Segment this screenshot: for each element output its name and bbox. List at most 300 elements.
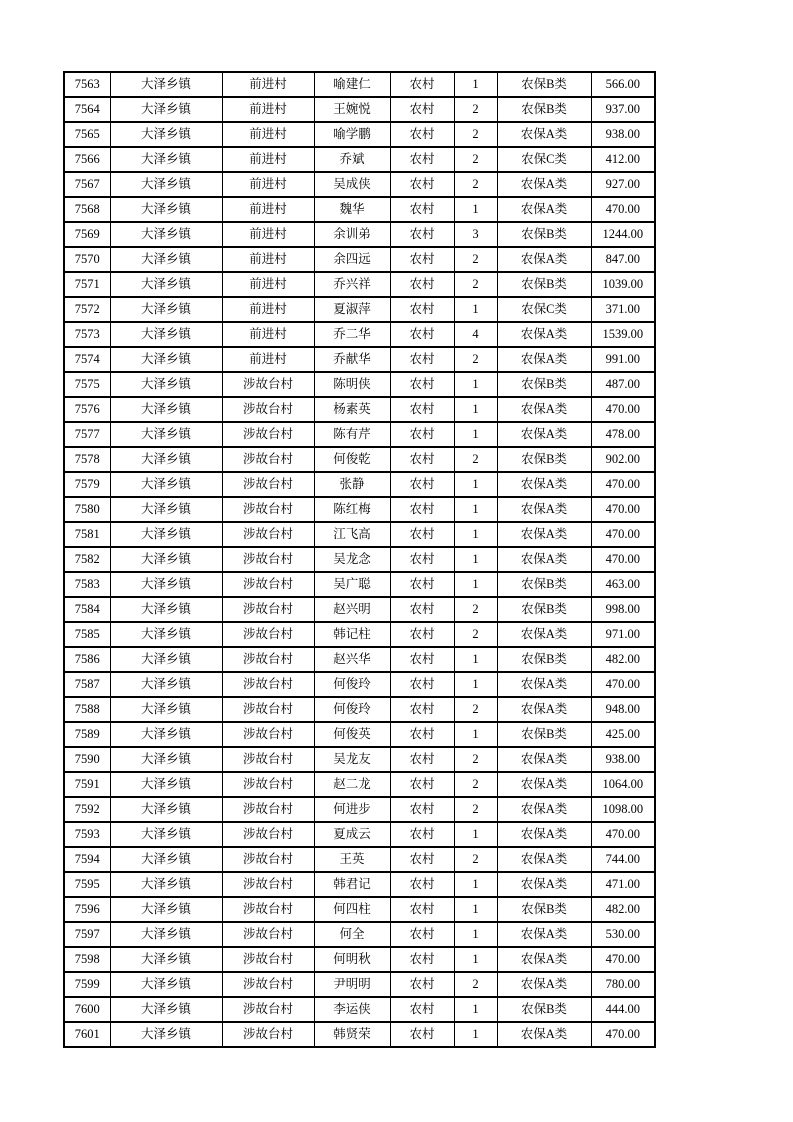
table-row: [64, 972, 655, 997]
cell-insurance: 农保A类: [497, 247, 591, 272]
cell-count: 1: [454, 897, 497, 922]
cell-id: 7580: [64, 497, 110, 522]
table-row: [64, 747, 655, 772]
cell-town: 大泽乡镇: [110, 222, 222, 247]
table-row: [64, 622, 655, 647]
cell-count: 1: [454, 1022, 497, 1047]
cell-village: 涉故台村: [222, 447, 314, 472]
cell-name: 吴成侠: [314, 172, 390, 197]
cell-village: 前进村: [222, 197, 314, 222]
cell-id: 7573: [64, 322, 110, 347]
cell-amount: 470.00: [591, 522, 655, 547]
table-row: [64, 297, 655, 322]
table-row: [64, 222, 655, 247]
cell-insurance: 农保A类: [497, 322, 591, 347]
cell-name: 何俊玲: [314, 672, 390, 697]
cell-amount: 1039.00: [591, 272, 655, 297]
cell-insurance: 农保B类: [497, 272, 591, 297]
cell-category: 农村: [390, 872, 454, 897]
cell-id: 7564: [64, 97, 110, 122]
cell-name: 何俊玲: [314, 697, 390, 722]
table-row: [64, 872, 655, 897]
table-row: [64, 572, 655, 597]
cell-id: 7575: [64, 372, 110, 397]
cell-town: 大泽乡镇: [110, 172, 222, 197]
cell-village: 涉故台村: [222, 397, 314, 422]
cell-village: 前进村: [222, 172, 314, 197]
cell-insurance: 农保B类: [497, 72, 591, 97]
cell-village: 涉故台村: [222, 672, 314, 697]
cell-category: 农村: [390, 672, 454, 697]
cell-insurance: 农保A类: [497, 922, 591, 947]
cell-amount: 902.00: [591, 447, 655, 472]
cell-count: 1: [454, 947, 497, 972]
table-row: [64, 97, 655, 122]
cell-id: 7563: [64, 72, 110, 97]
cell-insurance: 农保C类: [497, 297, 591, 322]
cell-name: 何俊乾: [314, 447, 390, 472]
cell-count: 2: [454, 797, 497, 822]
table-row: [64, 772, 655, 797]
table-row: [64, 272, 655, 297]
cell-category: 农村: [390, 772, 454, 797]
table-row: [64, 847, 655, 872]
cell-insurance: 农保A类: [497, 772, 591, 797]
cell-name: 王英: [314, 847, 390, 872]
cell-insurance: 农保C类: [497, 147, 591, 172]
cell-category: 农村: [390, 722, 454, 747]
cell-amount: 470.00: [591, 197, 655, 222]
cell-insurance: 农保B类: [497, 372, 591, 397]
cell-insurance: 农保A类: [497, 1022, 591, 1047]
cell-village: 前进村: [222, 72, 314, 97]
table-row: [64, 497, 655, 522]
cell-town: 大泽乡镇: [110, 197, 222, 222]
cell-insurance: 农保B类: [497, 997, 591, 1022]
cell-amount: 1539.00: [591, 322, 655, 347]
cell-village: 涉故台村: [222, 422, 314, 447]
cell-id: 7585: [64, 622, 110, 647]
cell-town: 大泽乡镇: [110, 297, 222, 322]
cell-town: 大泽乡镇: [110, 847, 222, 872]
cell-name: 吴龙念: [314, 547, 390, 572]
cell-insurance: 农保A类: [497, 122, 591, 147]
cell-amount: 482.00: [591, 647, 655, 672]
cell-village: 前进村: [222, 322, 314, 347]
cell-village: 涉故台村: [222, 822, 314, 847]
cell-count: 1: [454, 197, 497, 222]
cell-village: 涉故台村: [222, 872, 314, 897]
cell-name: 何俊英: [314, 722, 390, 747]
cell-amount: 482.00: [591, 897, 655, 922]
cell-id: 7598: [64, 947, 110, 972]
table-row: [64, 722, 655, 747]
cell-id: 7592: [64, 797, 110, 822]
cell-category: 农村: [390, 172, 454, 197]
table-row: [64, 597, 655, 622]
table-row: [64, 697, 655, 722]
cell-name: 何进步: [314, 797, 390, 822]
cell-category: 农村: [390, 247, 454, 272]
cell-village: 前进村: [222, 347, 314, 372]
cell-name: 余四远: [314, 247, 390, 272]
cell-category: 农村: [390, 522, 454, 547]
cell-town: 大泽乡镇: [110, 322, 222, 347]
cell-insurance: 农保A类: [497, 197, 591, 222]
cell-amount: 412.00: [591, 147, 655, 172]
cell-name: 杨素英: [314, 397, 390, 422]
cell-insurance: 农保A类: [497, 947, 591, 972]
cell-town: 大泽乡镇: [110, 972, 222, 997]
cell-id: 7591: [64, 772, 110, 797]
cell-id: 7594: [64, 847, 110, 872]
cell-insurance: 农保B类: [497, 97, 591, 122]
cell-count: 2: [454, 972, 497, 997]
cell-village: 前进村: [222, 247, 314, 272]
cell-village: 前进村: [222, 222, 314, 247]
table-row: [64, 322, 655, 347]
cell-insurance: 农保A类: [497, 547, 591, 572]
cell-amount: 971.00: [591, 622, 655, 647]
cell-insurance: 农保A类: [497, 672, 591, 697]
cell-amount: 566.00: [591, 72, 655, 97]
cell-town: 大泽乡镇: [110, 597, 222, 622]
cell-amount: 847.00: [591, 247, 655, 272]
cell-category: 农村: [390, 197, 454, 222]
table-row: [64, 1022, 655, 1047]
table-row: [64, 997, 655, 1022]
cell-village: 涉故台村: [222, 597, 314, 622]
cell-category: 农村: [390, 72, 454, 97]
cell-name: 江飞高: [314, 522, 390, 547]
cell-town: 大泽乡镇: [110, 697, 222, 722]
cell-village: 前进村: [222, 97, 314, 122]
cell-town: 大泽乡镇: [110, 997, 222, 1022]
cell-count: 1: [454, 472, 497, 497]
cell-name: 陈有芹: [314, 422, 390, 447]
cell-category: 农村: [390, 647, 454, 672]
cell-village: 涉故台村: [222, 747, 314, 772]
cell-count: 2: [454, 247, 497, 272]
cell-town: 大泽乡镇: [110, 747, 222, 772]
cell-town: 大泽乡镇: [110, 472, 222, 497]
cell-name: 韩君记: [314, 872, 390, 897]
cell-id: 7578: [64, 447, 110, 472]
table-body: [64, 72, 655, 1047]
cell-amount: 471.00: [591, 872, 655, 897]
cell-insurance: 农保A类: [497, 472, 591, 497]
cell-category: 农村: [390, 422, 454, 447]
cell-category: 农村: [390, 347, 454, 372]
cell-count: 1: [454, 572, 497, 597]
cell-town: 大泽乡镇: [110, 422, 222, 447]
cell-category: 农村: [390, 147, 454, 172]
cell-amount: 927.00: [591, 172, 655, 197]
cell-name: 何四柱: [314, 897, 390, 922]
cell-category: 农村: [390, 497, 454, 522]
cell-id: 7583: [64, 572, 110, 597]
cell-amount: 938.00: [591, 122, 655, 147]
cell-name: 吴广聪: [314, 572, 390, 597]
cell-name: 喻学鹏: [314, 122, 390, 147]
cell-town: 大泽乡镇: [110, 372, 222, 397]
cell-count: 2: [454, 597, 497, 622]
cell-insurance: 农保A类: [497, 497, 591, 522]
cell-count: 1: [454, 872, 497, 897]
cell-id: 7565: [64, 122, 110, 147]
cell-name: 魏华: [314, 197, 390, 222]
cell-id: 7581: [64, 522, 110, 547]
cell-village: 前进村: [222, 122, 314, 147]
cell-insurance: 农保B类: [497, 222, 591, 247]
cell-amount: 744.00: [591, 847, 655, 872]
cell-village: 涉故台村: [222, 647, 314, 672]
cell-category: 农村: [390, 122, 454, 147]
cell-category: 农村: [390, 747, 454, 772]
cell-id: 7584: [64, 597, 110, 622]
cell-village: 涉故台村: [222, 622, 314, 647]
cell-category: 农村: [390, 622, 454, 647]
cell-amount: 425.00: [591, 722, 655, 747]
cell-town: 大泽乡镇: [110, 822, 222, 847]
cell-village: 涉故台村: [222, 497, 314, 522]
cell-village: 涉故台村: [222, 697, 314, 722]
cell-id: 7596: [64, 897, 110, 922]
cell-village: 前进村: [222, 297, 314, 322]
cell-amount: 1064.00: [591, 772, 655, 797]
table-row: [64, 247, 655, 272]
cell-amount: 948.00: [591, 697, 655, 722]
cell-amount: 371.00: [591, 297, 655, 322]
cell-count: 1: [454, 397, 497, 422]
cell-name: 张静: [314, 472, 390, 497]
cell-id: 7570: [64, 247, 110, 272]
cell-count: 1: [454, 922, 497, 947]
cell-count: 1: [454, 422, 497, 447]
cell-count: 1: [454, 372, 497, 397]
cell-village: 涉故台村: [222, 772, 314, 797]
cell-name: 乔斌: [314, 147, 390, 172]
cell-town: 大泽乡镇: [110, 247, 222, 272]
cell-category: 农村: [390, 222, 454, 247]
cell-insurance: 农保B类: [497, 647, 591, 672]
cell-id: 7588: [64, 697, 110, 722]
cell-id: 7593: [64, 822, 110, 847]
cell-amount: 1098.00: [591, 797, 655, 822]
cell-id: 7576: [64, 397, 110, 422]
cell-count: 2: [454, 147, 497, 172]
cell-amount: 938.00: [591, 747, 655, 772]
cell-name: 余训弟: [314, 222, 390, 247]
cell-town: 大泽乡镇: [110, 1022, 222, 1047]
cell-insurance: 农保B类: [497, 597, 591, 622]
cell-name: 吴龙友: [314, 747, 390, 772]
cell-insurance: 农保B类: [497, 722, 591, 747]
table-row: [64, 197, 655, 222]
cell-count: 2: [454, 347, 497, 372]
cell-name: 赵兴华: [314, 647, 390, 672]
cell-id: 7574: [64, 347, 110, 372]
table-row: [64, 672, 655, 697]
cell-category: 农村: [390, 922, 454, 947]
cell-id: 7568: [64, 197, 110, 222]
cell-category: 农村: [390, 947, 454, 972]
cell-name: 韩贤荣: [314, 1022, 390, 1047]
cell-count: 1: [454, 647, 497, 672]
cell-amount: 991.00: [591, 347, 655, 372]
cell-town: 大泽乡镇: [110, 672, 222, 697]
cell-count: 1: [454, 822, 497, 847]
cell-insurance: 农保B类: [497, 572, 591, 597]
cell-category: 农村: [390, 847, 454, 872]
cell-town: 大泽乡镇: [110, 72, 222, 97]
cell-name: 陈红梅: [314, 497, 390, 522]
cell-amount: 444.00: [591, 997, 655, 1022]
cell-count: 2: [454, 122, 497, 147]
cell-name: 赵二龙: [314, 772, 390, 797]
benefits-roster-table: [63, 71, 656, 1048]
cell-id: 7601: [64, 1022, 110, 1047]
cell-town: 大泽乡镇: [110, 922, 222, 947]
table-row: [64, 522, 655, 547]
cell-id: 7590: [64, 747, 110, 772]
cell-count: 2: [454, 747, 497, 772]
cell-insurance: 农保A类: [497, 697, 591, 722]
cell-town: 大泽乡镇: [110, 722, 222, 747]
cell-village: 涉故台村: [222, 797, 314, 822]
cell-name: 乔二华: [314, 322, 390, 347]
cell-name: 乔献华: [314, 347, 390, 372]
cell-id: 7597: [64, 922, 110, 947]
cell-amount: 463.00: [591, 572, 655, 597]
cell-id: 7572: [64, 297, 110, 322]
cell-category: 农村: [390, 372, 454, 397]
cell-village: 涉故台村: [222, 372, 314, 397]
cell-count: 2: [454, 272, 497, 297]
table-row: [64, 447, 655, 472]
cell-insurance: 农保A类: [497, 747, 591, 772]
cell-town: 大泽乡镇: [110, 772, 222, 797]
cell-category: 农村: [390, 597, 454, 622]
table-row: [64, 547, 655, 572]
cell-category: 农村: [390, 997, 454, 1022]
cell-count: 2: [454, 172, 497, 197]
cell-id: 7600: [64, 997, 110, 1022]
cell-name: 李运侠: [314, 997, 390, 1022]
cell-insurance: 农保A类: [497, 872, 591, 897]
cell-town: 大泽乡镇: [110, 147, 222, 172]
cell-amount: 470.00: [591, 472, 655, 497]
cell-village: 前进村: [222, 147, 314, 172]
cell-category: 农村: [390, 897, 454, 922]
cell-count: 2: [454, 847, 497, 872]
cell-name: 夏成云: [314, 822, 390, 847]
table-row: [64, 72, 655, 97]
table-row: [64, 647, 655, 672]
cell-insurance: 农保A类: [497, 347, 591, 372]
cell-amount: 470.00: [591, 397, 655, 422]
table-row: [64, 172, 655, 197]
cell-name: 陈明侠: [314, 372, 390, 397]
cell-amount: 470.00: [591, 822, 655, 847]
cell-category: 农村: [390, 297, 454, 322]
cell-village: 涉故台村: [222, 547, 314, 572]
cell-town: 大泽乡镇: [110, 397, 222, 422]
cell-name: 何明秋: [314, 947, 390, 972]
table-row: [64, 922, 655, 947]
cell-id: 7569: [64, 222, 110, 247]
cell-name: 喻建仁: [314, 72, 390, 97]
cell-category: 农村: [390, 972, 454, 997]
cell-insurance: 农保A类: [497, 397, 591, 422]
cell-insurance: 农保A类: [497, 822, 591, 847]
cell-name: 夏淑萍: [314, 297, 390, 322]
cell-count: 2: [454, 97, 497, 122]
cell-category: 农村: [390, 272, 454, 297]
cell-village: 前进村: [222, 272, 314, 297]
cell-count: 1: [454, 722, 497, 747]
table-row: [64, 372, 655, 397]
cell-amount: 1244.00: [591, 222, 655, 247]
cell-town: 大泽乡镇: [110, 572, 222, 597]
cell-count: 1: [454, 997, 497, 1022]
cell-amount: 470.00: [591, 672, 655, 697]
cell-amount: 937.00: [591, 97, 655, 122]
table-row: [64, 122, 655, 147]
cell-category: 农村: [390, 447, 454, 472]
cell-town: 大泽乡镇: [110, 897, 222, 922]
cell-category: 农村: [390, 572, 454, 597]
cell-count: 1: [454, 547, 497, 572]
cell-count: 1: [454, 297, 497, 322]
cell-town: 大泽乡镇: [110, 647, 222, 672]
cell-village: 涉故台村: [222, 472, 314, 497]
cell-name: 韩记柱: [314, 622, 390, 647]
cell-town: 大泽乡镇: [110, 522, 222, 547]
cell-id: 7566: [64, 147, 110, 172]
cell-amount: 470.00: [591, 547, 655, 572]
cell-town: 大泽乡镇: [110, 347, 222, 372]
cell-name: 王婉悦: [314, 97, 390, 122]
cell-name: 何全: [314, 922, 390, 947]
cell-id: 7582: [64, 547, 110, 572]
cell-town: 大泽乡镇: [110, 447, 222, 472]
cell-category: 农村: [390, 697, 454, 722]
cell-town: 大泽乡镇: [110, 547, 222, 572]
cell-category: 农村: [390, 472, 454, 497]
table-row: [64, 422, 655, 447]
table-row: [64, 947, 655, 972]
cell-category: 农村: [390, 1022, 454, 1047]
cell-insurance: 农保A类: [497, 522, 591, 547]
cell-village: 涉故台村: [222, 947, 314, 972]
cell-amount: 530.00: [591, 922, 655, 947]
cell-name: 乔兴祥: [314, 272, 390, 297]
table-row: [64, 897, 655, 922]
cell-village: 涉故台村: [222, 997, 314, 1022]
cell-village: 涉故台村: [222, 897, 314, 922]
cell-id: 7589: [64, 722, 110, 747]
table-row: [64, 147, 655, 172]
cell-id: 7567: [64, 172, 110, 197]
cell-name: 尹明明: [314, 972, 390, 997]
cell-amount: 470.00: [591, 497, 655, 522]
cell-count: 1: [454, 497, 497, 522]
cell-id: 7586: [64, 647, 110, 672]
cell-insurance: 农保A类: [497, 622, 591, 647]
cell-village: 涉故台村: [222, 1022, 314, 1047]
cell-amount: 470.00: [591, 1022, 655, 1047]
